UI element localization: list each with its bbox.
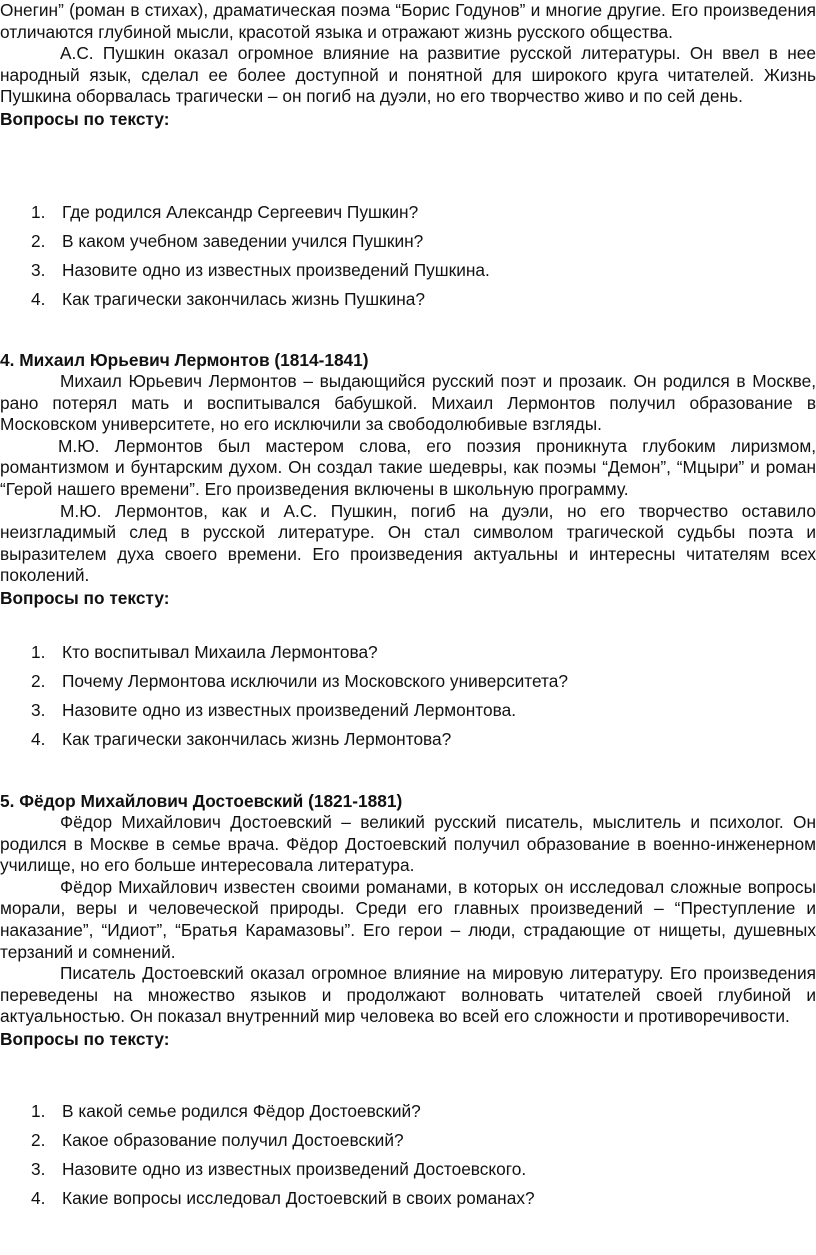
dostoevsky-paragraph-3: Писатель Достоевский оказал огромное влияние на мировую литературу. Его произведения переведены на множество языков и продолжают волновать читателей своей глубиной и актуальностью. Он показал внутренний мир человека во всей его сложности и противоречивости.	[0, 963, 816, 1027]
list-item: 3. Назовите одно из известных произведений Достоевского.	[31, 1159, 527, 1179]
list-item: 3. Назовите одно из известных произведений Лермонтова.	[31, 700, 517, 720]
pushkin-questions-heading: Вопросы по тексту:	[0, 108, 170, 129]
list-item: 2. Какое образование получил Достоевский?	[31, 1130, 404, 1150]
lermontov-paragraph-3: М.Ю. Лермонтов, как и А.С. Пушкин, погиб на дуэли, но его творчество оставило неизгладимый след в русской литературе. Он стал символом трагической судьбы поэта и выразителем духа своего времени. Его произведения актуальны и интересны читателям всех поколений.	[0, 500, 816, 586]
pushkin-paragraph-2: А.С. Пушкин оказал огромное влияние на развитие русской литературы. Он ввел в нее народный язык, сделал ее более доступной и понятной для широкого круга читателей. Жизнь Пушкина оборвалась трагически – он погиб на дуэли, но его творчество живо и по сей день.	[0, 43, 816, 107]
section-title: 4. Михаил Юрьевич Лермонтов (1814-1841)	[0, 350, 369, 370]
dostoevsky-section	[0, 790, 816, 1050]
list-item: 3. Назовите одно из известных произведений Пушкина.	[31, 260, 490, 280]
list-item: 1. Кто воспитывал Михаила Лермонтова?	[31, 642, 378, 662]
section-title: 5. Фёдор Михайлович Достоевский (1821-1881)	[0, 791, 403, 811]
pushkin-questions-list	[0, 198, 816, 314]
lermontov-paragraph-1: Михаил Юрьевич Лермонтов – выдающийся русский поэт и прозаик. Он родился в Москве, рано потерял мать и воспитывался бабушкой. Михаил Лермонтов получил образование в Московском университете, но его исключили за свободолюбивые взгляды.	[0, 371, 816, 435]
dostoevsky-paragraph-2: Фёдор Михайлович известен своими романами, в которых он исследовал сложные вопросы морали, веры и человеческой природы. Среди его главных произведений – “Преступление и наказание”, “Идиот”, “Братья Карамазовы”. Его герои – люди, страдающие от нищеты, душевных терзаний и сомнений.	[0, 876, 816, 962]
list-item: 2. Почему Лермонтова исключили из Московского университета?	[31, 671, 568, 691]
pushkin-section	[0, 0, 816, 130]
list-item: 1. В какой семье родился Фёдор Достоевский?	[31, 1101, 421, 1121]
list-item: 4. Как трагически закончилась жизнь Пушкина?	[31, 289, 426, 309]
lermontov-section	[0, 349, 816, 609]
dostoevsky-questions-heading: Вопросы по тексту:	[0, 1028, 170, 1049]
list-item: 1. Где родился Александр Сергеевич Пушкин?	[31, 202, 419, 222]
list-item: 4. Как трагически закончилась жизнь Лермонтова?	[31, 729, 452, 749]
lermontov-questions-list	[0, 638, 816, 754]
list-item: 4. Какие вопросы исследовал Достоевский в своих романах?	[31, 1188, 535, 1208]
pushkin-paragraph-1: Онегин” (роман в стихах), драматическая поэма “Борис Годунов” и многие другие. Его произведения отличаются глубиной мысли, красотой языка и отражают жизнь русского общества.	[0, 0, 816, 42]
lermontov-paragraph-2: М.Ю. Лермонтов был мастером слова, его поэзия проникнута глубоким лиризмом, романтизмом и бунтарским духом. Он создал такие шедевры, как поэмы “Демон”, “Мцыри” и роман “Герой нашего времени”. Его произведения включены в школьную программу.	[0, 435, 816, 499]
dostoevsky-paragraph-1: Фёдор Михайлович Достоевский – великий русский писатель, мыслитель и психолог. Он родился в Москве в семье врача. Фёдор Достоевский получил образование в военно-инженерном училище, но его больше интересовала литература.	[0, 812, 816, 876]
dostoevsky-questions-list	[0, 1097, 816, 1213]
list-item: 2. В каком учебном заведении учился Пушкин?	[31, 231, 424, 251]
lermontov-questions-heading: Вопросы по тексту:	[0, 587, 170, 608]
